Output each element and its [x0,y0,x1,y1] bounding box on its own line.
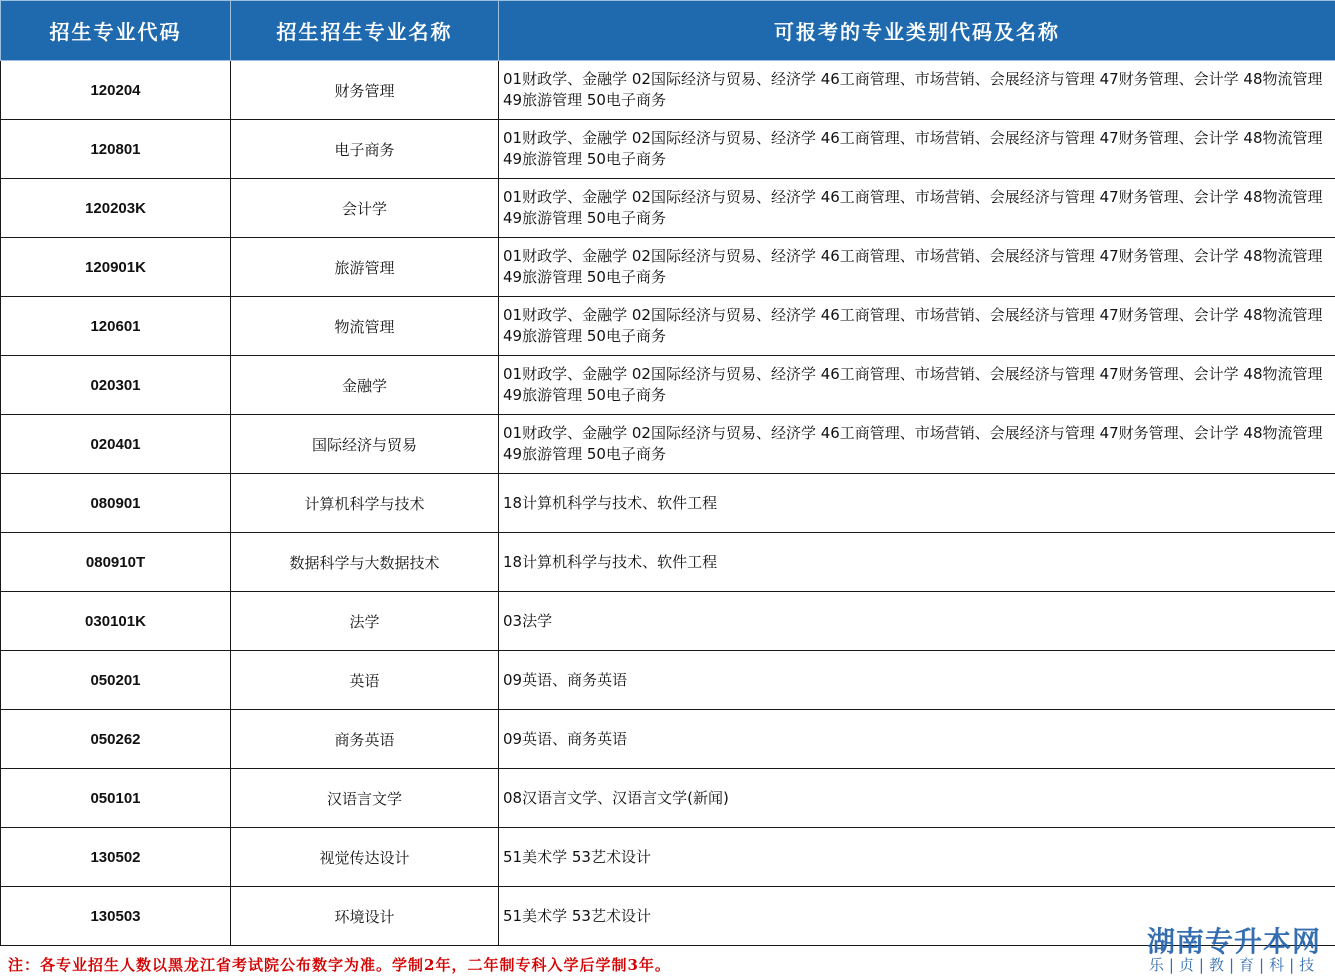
cell-code: 020301 [1,356,231,415]
cell-name: 汉语言文学 [231,769,499,828]
cell-categories: 01财政学、金融学 02国际经济与贸易、经济学 46工商管理、市场营销、会展经济与管理 47财务管理、会计学 48物流管理 49旅游管理 50电子商务 [499,179,1335,238]
cell-name: 视觉传达设计 [231,828,499,887]
cell-name: 会计学 [231,179,499,238]
table-row [1,592,1335,651]
cell-categories: 51美术学 53艺术设计 [499,828,1335,887]
cell-categories: 01财政学、金融学 02国际经济与贸易、经济学 46工商管理、市场营销、会展经济与管理 47财务管理、会计学 48物流管理 49旅游管理 50电子商务 [499,356,1335,415]
table-row [1,61,1335,120]
cell-code: 080901 [1,474,231,533]
cell-categories: 18计算机科学与技术、软件工程 [499,474,1335,533]
cell-categories: 03法学 [499,592,1335,651]
cell-code: 050201 [1,651,231,710]
cell-code: 050101 [1,769,231,828]
cell-categories: 08汉语言文学、汉语言文学(新闻) [499,769,1335,828]
cell-code: 050262 [1,710,231,769]
cell-categories: 09英语、商务英语 [499,651,1335,710]
cell-categories: 09英语、商务英语 [499,710,1335,769]
cell-code: 020401 [1,415,231,474]
cell-name: 国际经济与贸易 [231,415,499,474]
cell-categories: 01财政学、金融学 02国际经济与贸易、经济学 46工商管理、市场营销、会展经济与管理 47财务管理、会计学 48物流管理 49旅游管理 50电子商务 [499,238,1335,297]
table-body [1,61,1335,946]
table-row [1,297,1335,356]
cell-name: 物流管理 [231,297,499,356]
table-row [1,179,1335,238]
cell-name: 英语 [231,651,499,710]
cell-code: 130502 [1,828,231,887]
footer [0,925,1335,980]
cell-categories: 51美术学 53艺术设计 [499,887,1335,946]
cell-code: 030101K [1,592,231,651]
table-row [1,887,1335,946]
cell-code: 080910T [1,533,231,592]
footer-note: 注：各专业招生人数以黑龙江省考试院公布数字为准。学制2年，二年制专科入学后学制3年。 [8,956,671,974]
table-row [1,651,1335,710]
cell-code: 130503 [1,887,231,946]
cell-name: 旅游管理 [231,238,499,297]
cell-categories: 01财政学、金融学 02国际经济与贸易、经济学 46工商管理、市场营销、会展经济与管理 47财务管理、会计学 48物流管理 49旅游管理 50电子商务 [499,297,1335,356]
cell-name: 电子商务 [231,120,499,179]
table-row [1,120,1335,179]
table-row [1,828,1335,887]
cell-categories: 01财政学、金融学 02国际经济与贸易、经济学 46工商管理、市场营销、会展经济与管理 47财务管理、会计学 48物流管理 49旅游管理 50电子商务 [499,61,1335,120]
cell-name: 金融学 [231,356,499,415]
header-code: 招生专业代码 [1,1,231,61]
table-row [1,238,1335,297]
table-header [1,1,1335,61]
cell-name: 数据科学与大数据技术 [231,533,499,592]
cell-code: 120203K [1,179,231,238]
table-row [1,356,1335,415]
cell-code: 120204 [1,61,231,120]
table-row [1,769,1335,828]
cell-code: 120901K [1,238,231,297]
table-row [1,533,1335,592]
header-name: 招生招生专业名称 [231,1,499,61]
cell-name: 法学 [231,592,499,651]
watermark-logo-title: 湖南专升本网 [1146,925,1321,958]
cell-code: 120601 [1,297,231,356]
cell-categories: 18计算机科学与技术、软件工程 [499,533,1335,592]
cell-code: 120801 [1,120,231,179]
cell-name: 商务英语 [231,710,499,769]
table-row [1,710,1335,769]
table-row [1,474,1335,533]
cell-name: 计算机科学与技术 [231,474,499,533]
cell-name: 财务管理 [231,61,499,120]
header-row [1,1,1335,61]
table-row [1,415,1335,474]
watermark-logo-subtitle: 乐|贞|教|育|科|技 [1148,956,1320,974]
cell-categories: 01财政学、金融学 02国际经济与贸易、经济学 46工商管理、市场营销、会展经济与管理 47财务管理、会计学 48物流管理 49旅游管理 50电子商务 [499,120,1335,179]
header-categories: 可报考的专业类别代码及名称 [499,1,1335,61]
cell-categories: 01财政学、金融学 02国际经济与贸易、经济学 46工商管理、市场营销、会展经济与管理 47财务管理、会计学 48物流管理 49旅游管理 50电子商务 [499,415,1335,474]
cell-name: 环境设计 [231,887,499,946]
